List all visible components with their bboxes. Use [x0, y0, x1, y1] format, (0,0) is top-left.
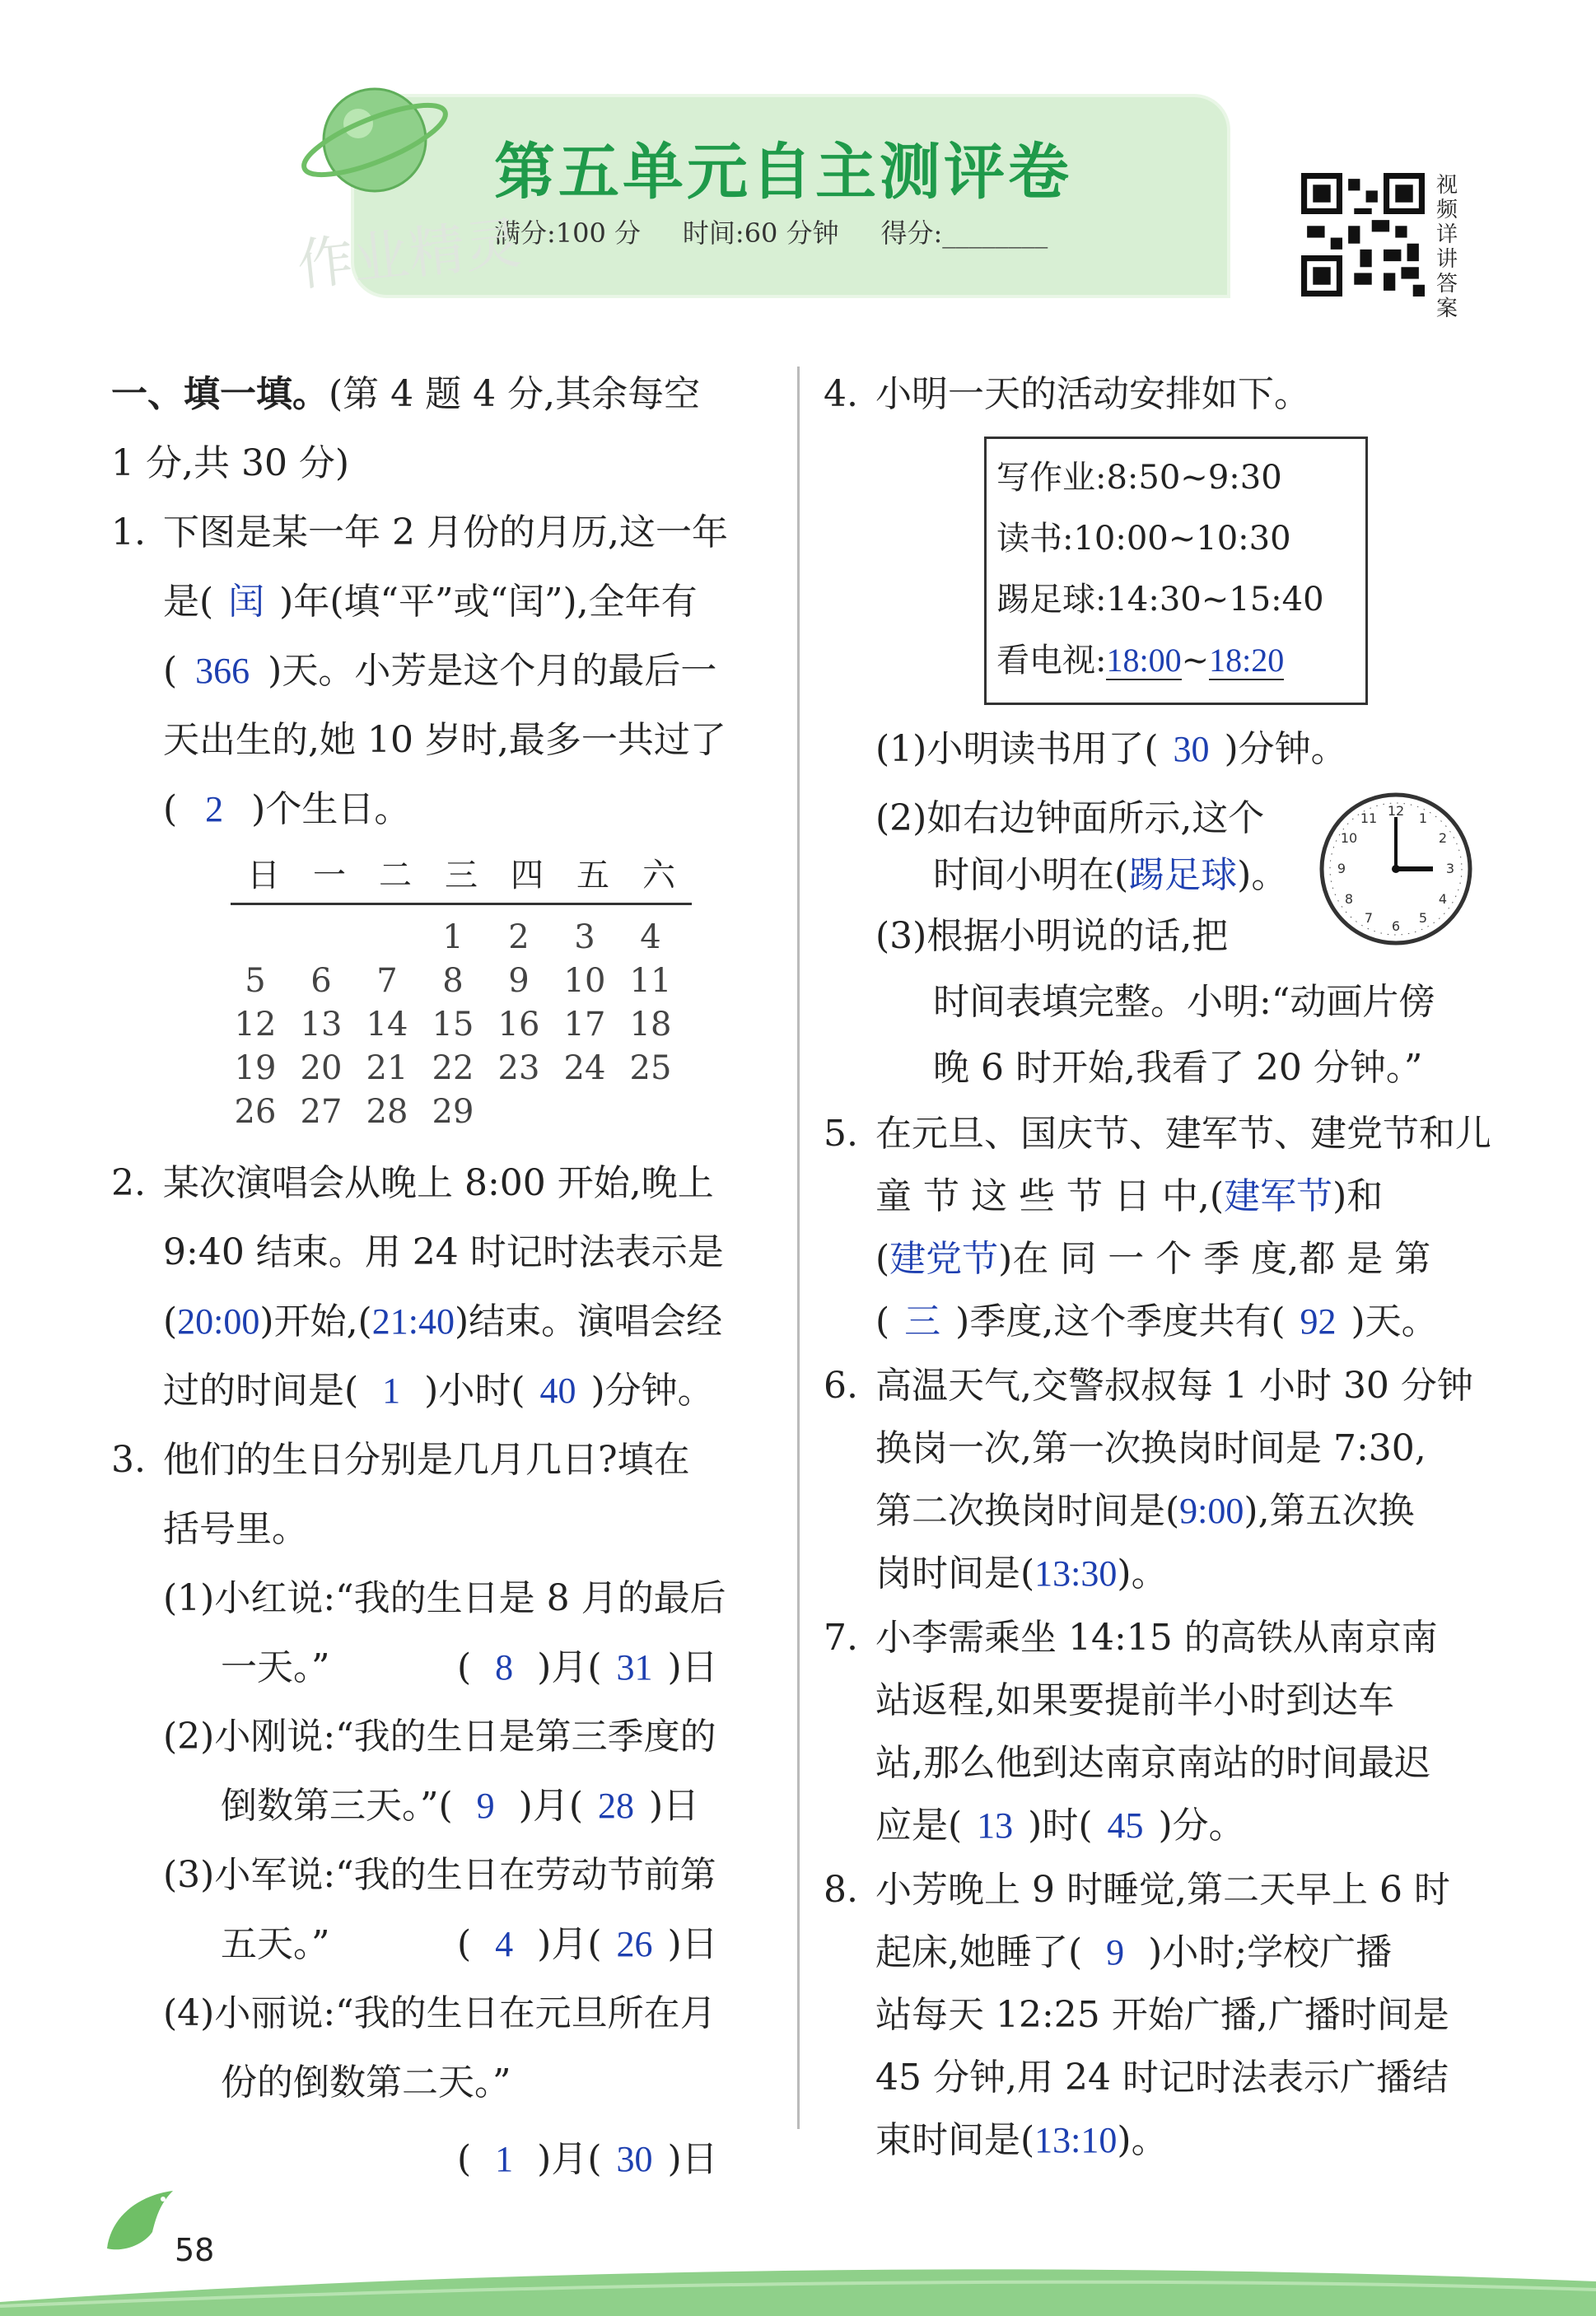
- answer-quarter[interactable]: 三: [904, 1301, 941, 1342]
- q1-line4: 天出生的,她 10 岁时,最多一共过了: [163, 719, 726, 761]
- svg-text:12: 12: [1387, 803, 1405, 819]
- svg-text:4: 4: [1438, 891, 1448, 907]
- q1-line2-b: )年(填“平”或“闰”),全年有: [279, 581, 698, 623]
- calendar-day: 6: [310, 962, 332, 1000]
- q5-line3: [875, 1225, 1430, 1294]
- answer-month[interactable]: 1: [495, 2139, 514, 2179]
- q7-number: 7.: [824, 1617, 858, 1659]
- q1-line2: [163, 567, 698, 637]
- q2-number: 2.: [111, 1162, 146, 1204]
- q6-line3: [875, 1477, 1415, 1546]
- q2-line1: 某次演唱会从晚上 8:00 开始,晚上: [163, 1162, 714, 1204]
- q4-p3-line1: (3)根据小明说的话,把: [875, 915, 1229, 957]
- q3-line2: 括号里。: [163, 1508, 308, 1550]
- calendar-day: 4: [640, 918, 661, 956]
- q2-line3: [163, 1287, 722, 1356]
- q1-number: 1.: [111, 511, 146, 553]
- section-heading-line1: (第 4 题 4 分,其余每空: [329, 373, 701, 415]
- paren: (: [457, 1923, 472, 1965]
- score-meta: [494, 212, 1048, 250]
- q6-line3-a: 第二次换岗时间是(: [875, 1490, 1180, 1532]
- calendar-day: 20: [300, 1049, 343, 1087]
- q1-line2-a: 是(: [163, 581, 214, 623]
- day-label: )日: [649, 1785, 700, 1827]
- answer-holiday1[interactable]: 建军节: [1224, 1176, 1333, 1216]
- calendar-row: [222, 1093, 684, 1131]
- calendar-day: 23: [497, 1049, 540, 1087]
- answer-sleep-hours[interactable]: 9: [1106, 1932, 1125, 1973]
- time-limit: 时间:60 分钟: [682, 217, 839, 249]
- qr-label: 视频详讲答案: [1436, 173, 1458, 321]
- answer-broadcast-end[interactable]: 13:10: [1034, 2120, 1118, 2160]
- q4-p2-c: )。: [1237, 854, 1288, 896]
- weekday: 一: [313, 857, 346, 894]
- answer-day[interactable]: 28: [598, 1786, 635, 1826]
- schedule-tv: [996, 630, 1324, 691]
- q8-line5: [875, 2106, 1168, 2175]
- q7-line3: 站,那么他到达南京南站的时间最迟: [875, 1742, 1430, 1784]
- answer-quarter-days[interactable]: 92: [1300, 1301, 1337, 1342]
- q2-line2: 9:40 结束。用 24 时记时法表示是: [163, 1231, 724, 1273]
- calendar-day: 11: [629, 962, 672, 1000]
- q5-line4-c: )天。: [1351, 1300, 1438, 1342]
- answer-second-shift[interactable]: 9:00: [1179, 1491, 1244, 1531]
- q4-p3-line3: 晚 6 时开始,我看了 20 分钟。”: [933, 1047, 1423, 1089]
- q6-line4: [875, 1539, 1168, 1609]
- answer-minutes[interactable]: 40: [539, 1370, 576, 1411]
- q3-p4-line1: (4)小丽说:“我的生日在元旦所在月: [163, 1992, 716, 2034]
- q4-p2-line2: [933, 841, 1287, 910]
- q3-p2-line1: (2)小刚说:“我的生日是第三季度的: [163, 1716, 716, 1758]
- q3-p3-line2: 五天。”: [221, 1923, 330, 1965]
- weekday: 三: [445, 857, 478, 894]
- answer-month[interactable]: 8: [495, 1647, 514, 1688]
- q6-line3-b: ),第五次换: [1244, 1490, 1415, 1532]
- weekday: 二: [379, 857, 412, 894]
- q4-line1: 小明一天的活动安排如下。: [875, 373, 1310, 415]
- weekday: 五: [576, 857, 609, 894]
- q6-line4-b: )。: [1117, 1553, 1168, 1595]
- q4-p2-b: 时间小明在(: [933, 854, 1129, 896]
- q2-line3-b: )开始,(: [259, 1300, 372, 1342]
- day-label: )日: [667, 2138, 718, 2180]
- calendar-day: 16: [497, 1006, 540, 1044]
- calendar-day: 24: [563, 1049, 606, 1087]
- full-score: 满分:100 分: [494, 217, 642, 249]
- q5-line3-a: (: [875, 1238, 890, 1280]
- schedule-homework: 写作业:8:50~9:30: [996, 459, 1282, 497]
- answer-month[interactable]: 4: [495, 1924, 514, 1964]
- q8-line2: [875, 1918, 1392, 1987]
- q8-line5-a: 束时间是(: [875, 2119, 1035, 2161]
- watermark: 作业精灵: [294, 210, 525, 299]
- q3-number: 3.: [111, 1439, 146, 1481]
- calendar-day: 27: [300, 1093, 343, 1131]
- calendar-header: [231, 848, 692, 905]
- q3-p1-line2: 一天。”: [221, 1646, 330, 1688]
- weekday: 日: [247, 857, 280, 894]
- footer-wave: [0, 2224, 1596, 2316]
- q1-line5-a: (: [163, 788, 178, 830]
- q8-line4: 45 分钟,用 24 时记时法表示广播结: [875, 2057, 1449, 2099]
- month-label: )月(: [537, 2138, 602, 2180]
- svg-text:7: 7: [1364, 910, 1374, 926]
- q3-p3-line1: (3)小军说:“我的生日在劳动节前第: [163, 1854, 716, 1896]
- q3-p4-answer: [457, 2125, 718, 2194]
- page-number: 58: [175, 2232, 215, 2268]
- q1-line3-b: )天。小芳是这个月的最后一: [268, 650, 717, 692]
- q5-line2-a: 童 节 这 些 节 日 中,(: [875, 1175, 1225, 1217]
- calendar-day: 26: [234, 1093, 277, 1131]
- svg-text:3: 3: [1445, 861, 1455, 876]
- month-label: )月(: [518, 1785, 584, 1827]
- q7-line4-a: 应是(: [875, 1805, 963, 1847]
- day-label: )日: [667, 1923, 718, 1965]
- q5-line4-a: (: [875, 1300, 890, 1342]
- calendar-day: 7: [376, 962, 398, 1000]
- q4-number: 4.: [824, 373, 858, 415]
- q7-line2: 站返程,如果要提前半小时到达车: [875, 1679, 1394, 1721]
- calendar-day: 3: [574, 918, 595, 956]
- q3-p1-answer: [457, 1633, 718, 1702]
- answer-days[interactable]: 366: [195, 651, 250, 691]
- svg-text:8: 8: [1344, 891, 1354, 907]
- q3-p3-answer: [457, 1910, 718, 1979]
- q1-line5: [163, 775, 410, 844]
- q7-line1: 小李需乘坐 14:15 的高铁从南京南: [875, 1617, 1438, 1659]
- q6-line1: 高温天气,交警叔叔每 1 小时 30 分钟: [875, 1365, 1473, 1407]
- answer-end-time[interactable]: 21:40: [371, 1301, 455, 1342]
- answer-tv-start[interactable]: 18:00: [1106, 642, 1182, 679]
- q3-p2-line2: [221, 1772, 699, 1841]
- q8-line5-b: )。: [1117, 2119, 1168, 2161]
- qr-code-icon[interactable]: [1301, 173, 1425, 297]
- calendar-day: 8: [442, 962, 464, 1000]
- q5-line4-b: )季度,这个季度共有(: [955, 1300, 1286, 1342]
- q5-line1: 在元旦、国庆节、建军节、建党节和儿: [875, 1113, 1491, 1155]
- q5-line4: [875, 1287, 1438, 1356]
- q8-number: 8.: [824, 1869, 858, 1911]
- answer-day[interactable]: 30: [616, 2139, 653, 2179]
- score-label: 得分:: [880, 217, 943, 249]
- q1-line1: 下图是某一年 2 月份的月历,这一年: [163, 511, 728, 553]
- q5-number: 5.: [824, 1113, 858, 1155]
- score-blank[interactable]: ________: [942, 217, 1048, 249]
- q3-p2-text: 倒数第三天。”: [221, 1785, 439, 1827]
- calendar-row: [222, 1006, 684, 1044]
- q8-line1: 小芳晚上 9 时睡觉,第二天早上 6 时: [875, 1869, 1450, 1911]
- calendar-day: 1: [442, 918, 464, 956]
- answer-holiday2[interactable]: 建党节: [889, 1239, 999, 1279]
- q6-number: 6.: [824, 1365, 858, 1407]
- q2-line4-c: )分钟。: [590, 1370, 714, 1412]
- calendar-day: 17: [563, 1006, 606, 1044]
- calendar-day: 12: [234, 1006, 277, 1044]
- q8-line2-a: 起床,她睡了(: [875, 1931, 1083, 1973]
- page-title: 第五单元自主测评卷: [494, 137, 1072, 208]
- calendar-day: 25: [629, 1049, 672, 1087]
- paren: (: [457, 1646, 472, 1688]
- day-label: )日: [667, 1646, 718, 1688]
- month-label: )月(: [537, 1923, 602, 1965]
- q4-p1: [875, 715, 1347, 784]
- planet-icon: [296, 58, 453, 214]
- answer-tv-end[interactable]: 18:20: [1209, 642, 1285, 679]
- q8-line2-b: )小时;学校广播: [1148, 1931, 1393, 1973]
- q5-line2: [875, 1162, 1383, 1231]
- q5-line2-b: )和: [1332, 1175, 1384, 1217]
- svg-text:6: 6: [1391, 918, 1401, 934]
- q1-line5-b: )个生日。: [251, 788, 411, 830]
- q4-p1-b: )分钟。: [1224, 728, 1347, 770]
- answer-activity[interactable]: 踢足球: [1128, 855, 1238, 895]
- q7-line4-c: )分。: [1158, 1805, 1245, 1847]
- q2-line3-a: (: [163, 1300, 178, 1342]
- q3-line1: 他们的生日分别是几月几日?填在: [163, 1439, 690, 1481]
- tilde: ~: [1181, 642, 1210, 679]
- clock-face-icon: [1318, 791, 1474, 947]
- svg-text:11: 11: [1360, 810, 1378, 826]
- svg-text:5: 5: [1418, 910, 1428, 926]
- paren: (: [438, 1785, 453, 1827]
- calendar-row: [222, 962, 684, 1000]
- q4-p3-line2: 时间表填完整。小明:“动画片傍: [933, 981, 1435, 1023]
- calendar-day: 28: [366, 1093, 408, 1131]
- schedule-football: 踢足球:14:30~15:40: [996, 581, 1324, 619]
- calendar-day: 21: [366, 1049, 408, 1087]
- answer-hour[interactable]: 13: [977, 1805, 1014, 1846]
- answer-minute[interactable]: 45: [1107, 1805, 1144, 1846]
- q3-p4-line2: 份的倒数第二天。”: [221, 2062, 511, 2104]
- calendar-day: 10: [563, 962, 606, 1000]
- q8-line3: 站每天 12:25 开始广播,广播时间是: [875, 1994, 1449, 2036]
- calendar-day: 18: [629, 1006, 672, 1044]
- q2-line3-c: )结束。演唱会经: [454, 1300, 723, 1342]
- q4-p2-line1: (2)如右边钟面所示,这个: [875, 797, 1265, 839]
- q4-p1-a: (1)小明读书用了(: [875, 728, 1159, 770]
- schedule-table: [984, 437, 1368, 705]
- calendar-day: 29: [432, 1093, 474, 1131]
- q6-line4-a: 岗时间是(: [875, 1553, 1035, 1595]
- q7-line4-b: )时(: [1028, 1805, 1093, 1847]
- q5-line3-b: )在 同 一 个 季 度,都 是 第: [998, 1238, 1431, 1280]
- svg-text:9: 9: [1337, 861, 1346, 876]
- svg-text:1: 1: [1418, 810, 1428, 826]
- answer-day[interactable]: 31: [616, 1647, 653, 1688]
- q2-line4: [163, 1356, 714, 1426]
- calendar-day: 19: [234, 1049, 277, 1087]
- calendar-day: 2: [508, 918, 530, 956]
- weekday: 四: [511, 857, 544, 894]
- calendar-day: 13: [300, 1006, 343, 1044]
- schedule-tv-label: 看电视:: [996, 642, 1107, 679]
- calendar-row: [222, 918, 684, 956]
- answer-reading-minutes[interactable]: 30: [1173, 729, 1210, 769]
- schedule-reading: 读书:10:00~10:30: [996, 520, 1291, 558]
- svg-text:2: 2: [1438, 830, 1448, 846]
- answer-month[interactable]: 9: [476, 1786, 495, 1826]
- q7-line4: [875, 1791, 1245, 1861]
- q2-line4-b: )小时(: [424, 1370, 525, 1412]
- section-heading-bold: 一、填一填。: [111, 373, 329, 415]
- paren: (: [457, 2138, 472, 2180]
- answer-birthdays[interactable]: 2: [205, 789, 224, 829]
- answer-day[interactable]: 26: [616, 1924, 653, 1964]
- answer-start-time[interactable]: 20:00: [177, 1301, 260, 1342]
- calendar-day: 5: [245, 962, 266, 1000]
- calendar-day: 22: [432, 1049, 474, 1087]
- weekday: 六: [642, 857, 675, 894]
- section-heading-line2: 1 分,共 30 分): [111, 442, 350, 484]
- column-divider: [797, 367, 800, 2129]
- q3-p1-line1: (1)小红说:“我的生日是 8 月的最后: [163, 1577, 726, 1619]
- month-label: )月(: [537, 1646, 602, 1688]
- answer-fifth-shift[interactable]: 13:30: [1034, 1553, 1118, 1594]
- answer-hours[interactable]: 1: [382, 1370, 401, 1411]
- q1-line3-a: (: [163, 650, 178, 692]
- calendar-row: [222, 1049, 684, 1087]
- calendar-day: 9: [508, 962, 530, 1000]
- q6-line2: 换岗一次,第一次换岗时间是 7:30,: [875, 1427, 1426, 1469]
- q1-line3: [163, 637, 716, 706]
- section-heading: [111, 360, 700, 429]
- svg-text:10: 10: [1340, 830, 1358, 846]
- answer-leap[interactable]: 闰: [228, 581, 265, 622]
- q2-line4-a: 过的时间是(: [163, 1370, 359, 1412]
- calendar-day: 15: [432, 1006, 474, 1044]
- calendar-day: 14: [366, 1006, 408, 1044]
